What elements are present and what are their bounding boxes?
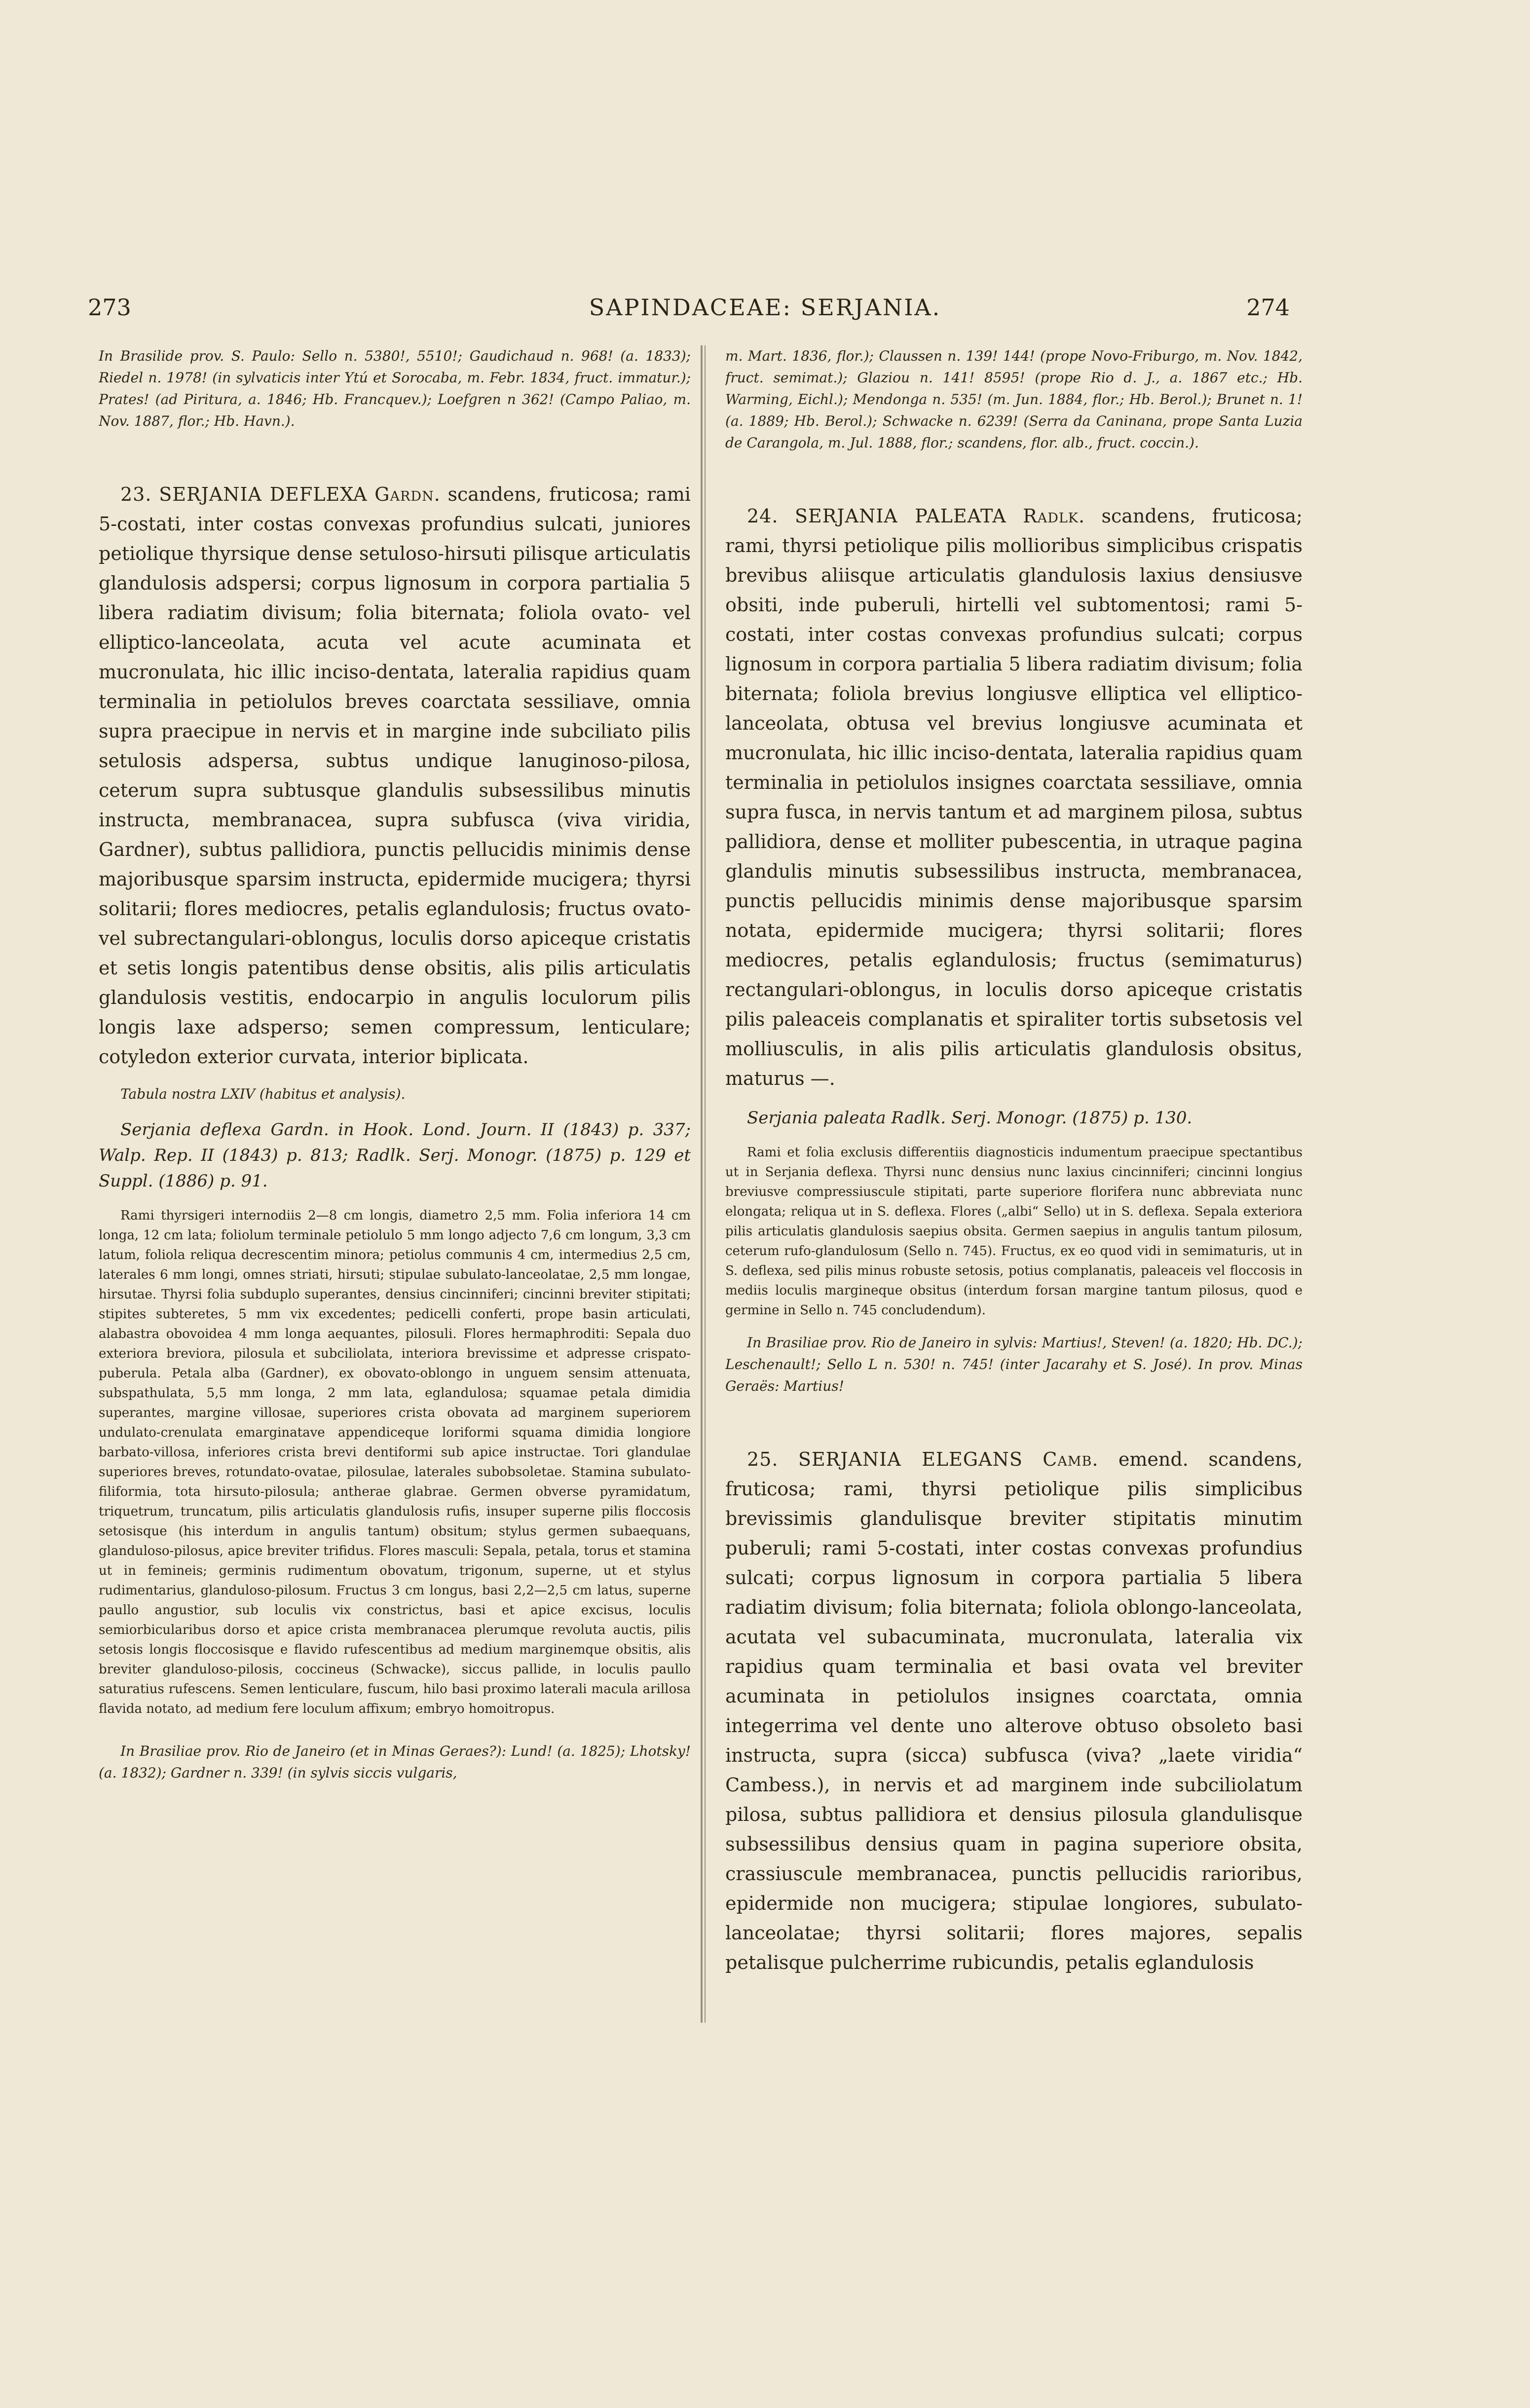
species-23-description (99, 480, 691, 1072)
detailed-description: Rami thyrsigeri internodiis 2—8 cm longis, diametro 2,5 mm. Folia inferiora 14 cm longa, 12 cm lata; foliolum terminale petiolulo 5 mm longo adjecto 7,6 cm longum, 3,3 cm latum, foliola reliqua decrescentim minora; petiolus communis 4 cm, intermedius 2,5 cm, laterales 6 mm longi, omnes striati, hirsuti; stipulae subulato-lanceolatae, 2,5 mm longae, hirsutae. Thyrsi folia subduplo superantes, densius cincinniferi; cincinni breviter stipitati; stipites subteretes, 5 mm vix excedentes; pedicelli conferti, prope basin articulati, alabastra obovoidea 4 mm longa aequantes, pilosuli. Flores hermaphroditi: Sepala duo exteriora breviora, pilosula et subciliolata, interiora brevissime et adpresse crispato-puberula. Petala alba (Gardner), ex obovato-oblongo in unguem sensim attenuata, subspathulata, 5,5 mm longa, 2 mm lata, eglandulosa; squamae petala dimidia superantes, margine villosae, superiores crista obovata ad marginem superiorem undulato-crenulata emarginatave appendiceque loriformi squama dimidia longiore barbato-villosa, inferiores crista brevi dentiformi sub apice instructae. Tori glandulae superiores breves, rotundato-ovatae, pilosulae, laterales subobsoletae. Stamina subulato-filiformia, tota hirsuto-pilosula; antherae glabrae. Germen obverse pyramidatum, triquetrum, truncatum, pilis articulatis glandulosis rufis, insuper superne pilis floccosis setosisque (his interdum in angulis tantum) obsitum; stylus germen subaequans, glanduloso-pilosus, apice breviter trifidus. Flores masculi: Sepala, petala, torus et stamina ut in femineis; germinis rudimentum obovatum, trigonum, superne, ut et stylus rudimentarius, glanduloso-pilosum. Fructus 3 cm longus, basi 2,2—2,5 cm latus, superne paullo angustior, sub loculis vix constrictus, basi et apice excisus, loculis semiorbicularibus dorso et apice crista membranacea plerumque revoluta auctis, pilis setosis longis floccosisque e flavido rufescentibus ad medium marginemque obsitis, alis breviter glanduloso-pilosis, coccineus (Schwacke), siccus pallide, in loculis paullo saturatius rufescens. Semen lenticulare, fuscum, hilo basi proximo laterali macula arillosa flavida notato, ad medium fere loculum affixum; embryo homoitropus. (99, 1208, 691, 1716)
emendation-mark: emend. (1118, 1448, 1189, 1470)
page-number-left: 273 (88, 294, 131, 321)
running-title: SAPINDACEAE: SERJANIA. (589, 294, 941, 321)
synonymy: Serjania paleata Radlk. Serj. Monogr. (1875) p. 130. (747, 1108, 1193, 1128)
page-number-right: 274 (1246, 294, 1290, 321)
species-author: Camb. (1043, 1448, 1099, 1470)
species-name: SERJANIA DEFLEXA (159, 483, 368, 505)
species-author: Radlk. (1023, 505, 1085, 527)
species-number: 23. (120, 483, 152, 505)
species-24-description (725, 501, 1303, 1093)
locality-paragraph: In Brasiliae prov. Rio de Janeiro in sylvis: Martius!, Steven! (a. 1820; Hb. DC.); Leschenault!; Sello L n. 530! n. 745! (inter Jacarahy et S. José). In prov. Minas Geraës: Martius! (725, 1334, 1303, 1394)
species-number: 24. (747, 505, 779, 527)
species-author: Gardn. (374, 483, 441, 505)
plate-reference: Tabula nostra LXIV (habitus et analysis). (120, 1086, 406, 1102)
description-text: scandens, fruticosa; rami, thyrsi petiolique pilis simplicibus brevissimis glandulisque breviter stipitatis minutim puberuli; rami 5-costati, inter costas convexas profundius sulcati; corpus lignosum in corpora partialia 5 libera radiatim divisum; folia biternata; foliola oblongo-lanceolata, acutata vel subacuminata, mucronulata, lateralia vix rapidius quam terminalia et basi ovata vel breviter acuminata in petiolulos insignes coarctata, omnia integerrima vel dente uno alterove obtuso obsoleto basi instructa, supra (sicca) subfusca (viva? „laete viridia“ Cambess.), in nervis et ad marginem inde subciliolatum pilosa, subtus pallidiora et densius pilosula glandulisque subsessilibus densius quam in pagina superiore obsita, crassiuscule membranacea, punctis pellucidis rarioribus, epidermide non mucigera; stipulae longiores, subulato-lanceolatae; thyrsi solitarii; flores majores, sepalis petalisque pulcherrime rubicundis, petalis eglandulosis (725, 1448, 1303, 1973)
species-25-description (725, 1445, 1303, 1977)
column-divider-thin (705, 345, 706, 2023)
species-number: 25. (747, 1448, 779, 1470)
description-text: scandens, fruticosa; rami, thyrsi petiolique pilis mollioribus simplicibus crispatis brevibus aliisque articulatis glandulosis laxius densiusve obsiti, inde puberuli, hirtelli vel subtomentosi; rami 5-costati, inter costas convexas profundius sulcati; corpus lignosum in corpora partialia 5 libera radiatim divisum; folia biternata; foliola brevius longiusve elliptica vel elliptico-lanceolata, obtusa vel brevius longiusve acuminata et mucronulata, hic illic inciso-dentata, lateralia rapidius quam terminalia in petiolulos insignes coarctata sessiliave, omnia supra fusca, in nervis tantum et ad marginem pilosa, subtus pallidiora, dense et molliter pubescentia, in utraque pagina glandulis minutis subsessilibus instructa, membranacea, punctis pellucidis minimis dense majoribusque sparsim notata, epidermide mucigera; thyrsi solitarii; flores mediocres, petalis eglandulosis; fructus (semimaturus) rectangulari-oblongus, in loculis dorso apiceque cristatis pilis paleaceis complanatis et spiraliter tortis subsetosis vel molliusculis, in alis pilis articulatis glandulosis obsitus, maturus —. (725, 505, 1303, 1089)
column-divider (701, 345, 703, 2023)
species-name: SERJANIA ELEGANS (798, 1448, 1023, 1470)
running-header (0, 294, 1530, 329)
detailed-description: Rami et folia exclusis differentiis diagnosticis indumentum praecipue spectantibus ut in Serjania deflexa. Thyrsi nunc densius nunc laxius cincinniferi; cincinni longius breviusve compressiuscule stipitati, parte superiore florifera nunc abbreviata nunc elongata; reliqua ut in S. deflexa. Flores („albi“ Sello) ut in S. deflexa. Sepala exteriora pilis articulatis glandulosis saepius obsita. Germen saepius in angulis tantum pilosum, ceterum rufo-glandulosum (Sello n. 745). Fructus, ex eo quod vidi in semimaturis, ut in S. deflexa, sed pilis minus robuste setosis, potius complanatis, paleaceis vel floccosis in mediis loculis margineque obsitus (interdum forsan margine tantum pilosus, quod e germine in Sello n. 745 concludendum). (725, 1145, 1303, 1318)
locality-paragraph: In Brasilide prov. S. Paulo: Sello n. 5380!, 5510!; Gaudichaud n. 968! (a. 1833); Riedel n. 1978! (in sylvaticis inter Ytú et Sorocaba, m. Febr. 1834, fruct. immatur.); Prates! (ad Piritura, a. 1846; Hb. Francquev.); Loefgren n 362! (Campo Paliao, m. Nov. 1887, flor.; Hb. Havn.). (99, 348, 691, 429)
left-column (99, 345, 691, 1784)
locality-paragraph: m. Mart. 1836, flor.); Claussen n. 139! 144! (prope Novo-Friburgo, m. Nov. 1842, fruct. semimat.); Glaziou n. 141! 8595! (prope Rio d. J., a. 1867 etc.; Hb. Warming, Eichl.); Mendonga n. 535! (m. Jun. 1884, flor.; Hb. Berol.); Brunet n. 1! (a. 1889; Hb. Berol.); Schwacke n. 6239! (Serra da Caninana, prope Santa Luzia de Carangola, m. Jul. 1888, flor.; scandens, flor. alb., fruct. coccin.). (725, 348, 1303, 451)
synonymy: Serjania deflexa Gardn. in Hook. Lond. Journ. II (1843) p. 337; Walp. Rep. II (1843) p. 813; Radlk. Serj. Monogr. (1875) p. 129 et Suppl. (1886) p. 91. (99, 1120, 691, 1191)
description-text: scandens, fruticosa; rami 5-costati, inter costas convexas profundius sulcati, juniores petiolique thyrsique dense setuloso-hirsuti pilisque articulatis glandulosis adspersi; corpus lignosum in corpora partialia 5 libera radiatim divisum; folia biternata; foliola ovato- vel elliptico-lanceolata, acuta vel acute acuminata et mucronulata, hic illic inciso-dentata, lateralia rapidius quam terminalia in petiolulos breves coarctata sessiliave, omnia supra praecipue in nervis et in margine inde subciliato pilis setulosis adspersa, subtus undique lanuginoso-pilosa, ceterum supra subtusque glandulis subsessilibus minutis instructa, membranacea, supra subfusca (viva viridia, Gardner), subtus pallidiora, punctis pellucidis minimis dense majoribusque sparsim instructa, epidermide mucigera; thyrsi solitarii; flores mediocres, petalis eglandulosis; fructus ovato- vel subrectangulari-oblongus, loculis dorso apiceque cristatis et setis longis patentibus dense obsitis, alis pilis articulatis glandulosis vestitis, endocarpio in angulis loculorum pilis longis laxe adsperso; semen compressum, lenticulare; cotyledon exterior curvata, interior biplicata. (99, 483, 691, 1068)
locality-paragraph: In Brasiliae prov. Rio de Janeiro (et in Minas Geraes?): Lund! (a. 1825); Lhotsky! (a. 1832); Gardner n. 339! (in sylvis siccis vulgaris, (99, 1743, 691, 1781)
species-name: SERJANIA PALEATA (794, 505, 1007, 527)
right-column (725, 345, 1303, 1977)
